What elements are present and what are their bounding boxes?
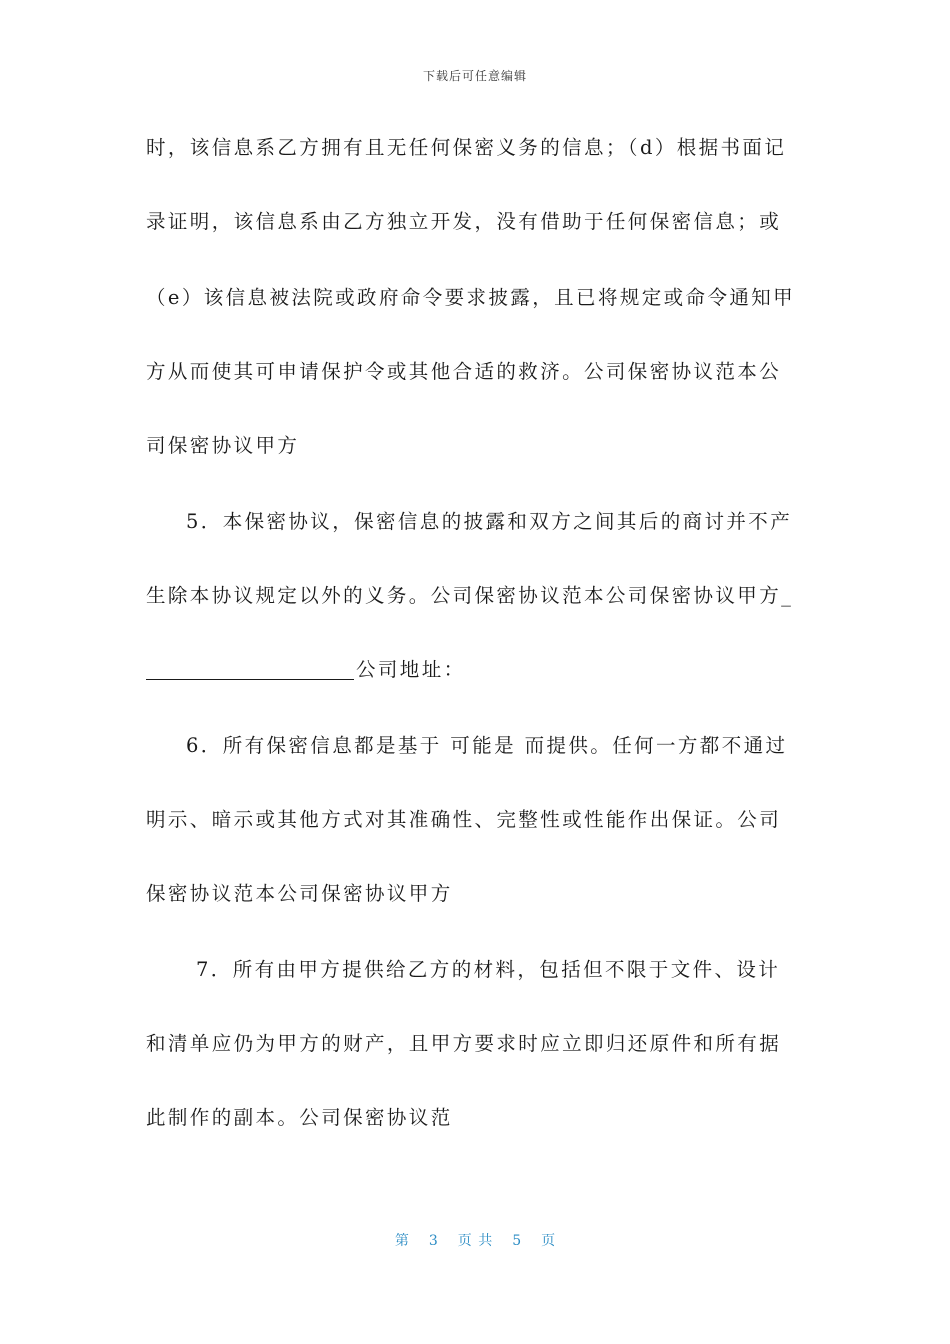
- page-middle: 页 共: [457, 1233, 493, 1249]
- page-current: 3: [428, 1233, 438, 1249]
- body-line-13: 和清单应仍为甲方的财产，且甲方要求时应立即归还原件和所有据: [146, 1032, 782, 1055]
- body-line-2: 录证明，该信息系由乙方独立开发，没有借助于任何保密信息；或: [146, 210, 782, 233]
- body-line-3: （e）该信息被法院或政府命令要求披露，且已将规定或命令通知甲: [146, 286, 796, 309]
- body-line-14: 此制作的副本。公司保密协议范: [146, 1106, 453, 1129]
- body-line-12: 7．所有由甲方提供给乙方的材料，包括但不限于文件、设计: [196, 958, 781, 981]
- body-line-7: 生除本协议规定以外的义务。公司保密协议范本公司保密协议甲方_: [146, 584, 794, 607]
- body-line-1: 时，该信息系乙方拥有且无任何保密义务的信息；（d）根据书面记: [146, 136, 787, 159]
- body-line-11: 保密协议范本公司保密协议甲方: [146, 882, 453, 905]
- body-line-5: 司保密协议甲方: [146, 434, 300, 457]
- page-total: 5: [512, 1233, 522, 1249]
- page-suffix: 页: [541, 1233, 556, 1249]
- page-prefix: 第: [394, 1233, 409, 1249]
- body-line-8: 公司地址：: [356, 658, 466, 681]
- body-line-6: 5．本保密协议，保密信息的披露和双方之间其后的商讨并不产: [186, 510, 793, 533]
- body-line-10: 明示、暗示或其他方式对其准确性、完整性或性能作出保证。公司: [146, 808, 782, 831]
- body-line-4: 方从而使其可申请保护令或其他合适的救济。公司保密协议范本公: [146, 360, 782, 383]
- page-footer: [0, 1230, 950, 1250]
- body-line-9: 6．所有保密信息都是基于 可能是 而提供。任何一方都不通过: [186, 734, 788, 757]
- signature-blank-line: [146, 678, 354, 680]
- page-header: 下载后可任意编辑: [422, 69, 527, 83]
